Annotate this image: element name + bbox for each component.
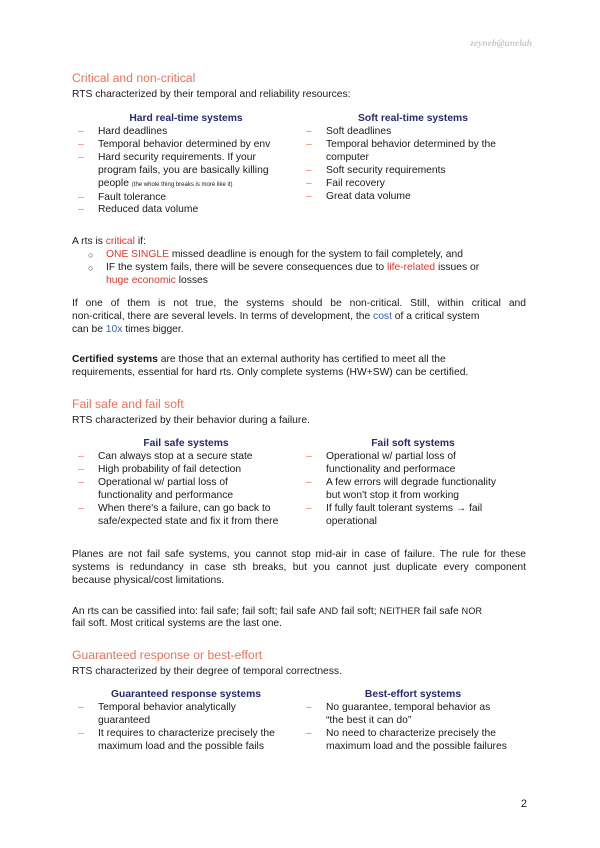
list-item-text: maximum load and the possible fails xyxy=(98,740,264,752)
guaranteed-column xyxy=(72,689,300,754)
list-item xyxy=(300,477,526,503)
list-item: – Soft deadlines xyxy=(300,126,526,139)
list-item xyxy=(72,503,300,529)
highlight-critical: critical xyxy=(105,236,135,247)
highlight-10x: 10x xyxy=(105,324,123,335)
text: of a critical system xyxy=(391,311,480,322)
fail-soft-header: Fail soft systems xyxy=(371,438,455,449)
list-item xyxy=(72,728,300,754)
list-item-text: people xyxy=(98,177,129,189)
list-item-text: No guarantee, temporal behavior as xyxy=(326,702,491,713)
text: fail safe xyxy=(420,606,462,617)
para-line xyxy=(72,324,184,337)
list-item-text: If fully fault tolerant systems → fail xyxy=(326,502,483,514)
text: A rts is xyxy=(72,236,106,247)
list-item xyxy=(72,702,300,728)
list-item xyxy=(300,139,526,165)
text: IF the system fails, there will be severe consequences due to xyxy=(106,261,388,273)
critical-conditions xyxy=(72,249,526,288)
list-item-text: operational xyxy=(326,515,377,527)
text: An rts can be cassified into: fail safe; fail soft; fail safe xyxy=(72,606,319,617)
list-item: – Can always stop at a secure state xyxy=(72,451,300,464)
list-item-note: (the whole thing breaks is more like it) xyxy=(131,181,233,188)
text: can be xyxy=(72,324,106,335)
certified-term: Certified systems xyxy=(72,354,158,365)
section-intro-critical: RTS characterized by their temporal and reliability resources: xyxy=(72,89,351,100)
list-item-text: Temporal behavior analytically xyxy=(98,702,236,713)
condition-item xyxy=(72,262,526,288)
classify-line: fail soft. Most critical systems are the last one. xyxy=(72,618,283,629)
keyword-nor: NOR xyxy=(461,606,483,616)
list-item xyxy=(72,152,300,192)
text: issues or xyxy=(435,261,480,273)
list-item: – Temporal behavior determined by env xyxy=(72,139,300,152)
classify-line xyxy=(72,605,482,619)
list-item-text: functionality and performance xyxy=(98,489,234,501)
para-line: because physical/cost limitations. xyxy=(72,575,225,586)
fail-safe-header: Fail safe systems xyxy=(143,438,229,449)
list-item-text: A few errors will degrade functionality xyxy=(326,476,496,488)
highlight-huge-economic: huge economic xyxy=(106,274,176,286)
section-intro-guaranteed: RTS characterized by their degree of temporal correctness. xyxy=(72,666,342,677)
list-item-text: Temporal behavior determined by the xyxy=(326,138,496,150)
highlight-one-single: ONE SINGLE xyxy=(106,249,169,260)
text: are those that an external authority has certified to meet all the xyxy=(157,354,446,365)
list-item-text: When there's a failure, can go back to xyxy=(98,502,271,514)
condition-item xyxy=(72,249,526,262)
critical-definition xyxy=(72,236,146,249)
section-title-critical: Critical and non-critical xyxy=(72,71,196,85)
list-item: – Soft security requirements xyxy=(300,165,526,178)
best-effort-column xyxy=(300,689,526,754)
list-item-text: maximum load and the possible failures xyxy=(326,740,507,752)
list-item: – Fail recovery xyxy=(300,178,526,191)
list-item: – High probability of fail detection xyxy=(72,464,300,477)
list-item-text: It requires to characterize precisely the xyxy=(98,727,275,739)
hard-rt-header: Hard real-time systems xyxy=(129,113,243,124)
list-item-text: Operational w/ partial loss of xyxy=(326,451,456,462)
list-item-text: program fails, you are basically killing xyxy=(98,164,269,176)
text: missed deadline is enough for the system to fail completely, and xyxy=(168,249,463,260)
text: fail soft; xyxy=(338,606,380,617)
list-item xyxy=(72,477,300,503)
certified-line: requirements, essential for hard rts. Only complete systems (HW+SW) can be certified. xyxy=(72,367,469,378)
highlight-life-related: life-related xyxy=(387,261,436,273)
list-item-text: safe/expected state and fix it from there xyxy=(98,515,279,527)
para-line: Planes are not fail safe systems, you cannot stop mid-air in case of failure. The rule for these xyxy=(72,549,526,560)
guaranteed-header: Guaranteed response systems xyxy=(111,689,261,700)
para-line: systems is redundancy in case sth breaks, but you cannot just duplicate every component xyxy=(72,562,526,573)
list-item xyxy=(300,702,526,728)
list-item-text: computer xyxy=(326,151,369,163)
text: non-critical, there are several levels. In terms of development, the xyxy=(72,311,374,322)
list-item-text: guaranteed xyxy=(98,714,151,726)
certified-line xyxy=(72,354,446,367)
list-item: – Hard deadlines xyxy=(72,126,300,139)
list-item xyxy=(300,728,526,754)
list-item-text: but won't stop it from working xyxy=(326,489,460,501)
text: times bigger. xyxy=(122,324,184,335)
text: if: xyxy=(134,236,146,247)
list-item: – Great data volume xyxy=(300,191,526,204)
list-item xyxy=(300,503,526,529)
best-effort-header: Best-effort systems xyxy=(364,689,462,700)
keyword-neither: NEITHER xyxy=(379,606,421,616)
list-item-text: “the best it can do” xyxy=(326,714,412,726)
keyword-and: AND xyxy=(318,606,339,616)
page-number: 2 xyxy=(520,798,527,810)
fail-safe-column xyxy=(72,438,300,528)
para-line: If one of them is not true, the systems should be non-critical. Still, within critical and xyxy=(72,298,526,309)
list-item-text: Hard security requirements. If your xyxy=(98,151,256,163)
list-item-text: functionality and performace xyxy=(326,463,456,475)
fail-soft-column xyxy=(300,438,526,528)
watermark: zeyneb@unelah xyxy=(470,39,532,49)
text: losses xyxy=(175,274,208,286)
soft-rt-column xyxy=(300,113,526,203)
list-item-text: No need to characterize precisely the xyxy=(326,727,496,739)
hard-rt-column xyxy=(72,113,300,217)
section-title-fail: Fail safe and fail soft xyxy=(72,397,184,411)
list-item-text: Operational w/ partial loss of xyxy=(98,476,228,488)
section-title-guaranteed: Guaranteed response or best-effort xyxy=(72,648,263,662)
list-item xyxy=(300,451,526,477)
highlight-cost: cost xyxy=(373,311,392,322)
section-intro-fail: RTS characterized by their behavior during a failure. xyxy=(72,415,310,426)
list-item: – Fault tolerance xyxy=(72,192,300,205)
para-line xyxy=(72,311,479,324)
soft-rt-header: Soft real-time systems xyxy=(358,113,468,124)
list-item: – Reduced data volume xyxy=(72,204,300,217)
